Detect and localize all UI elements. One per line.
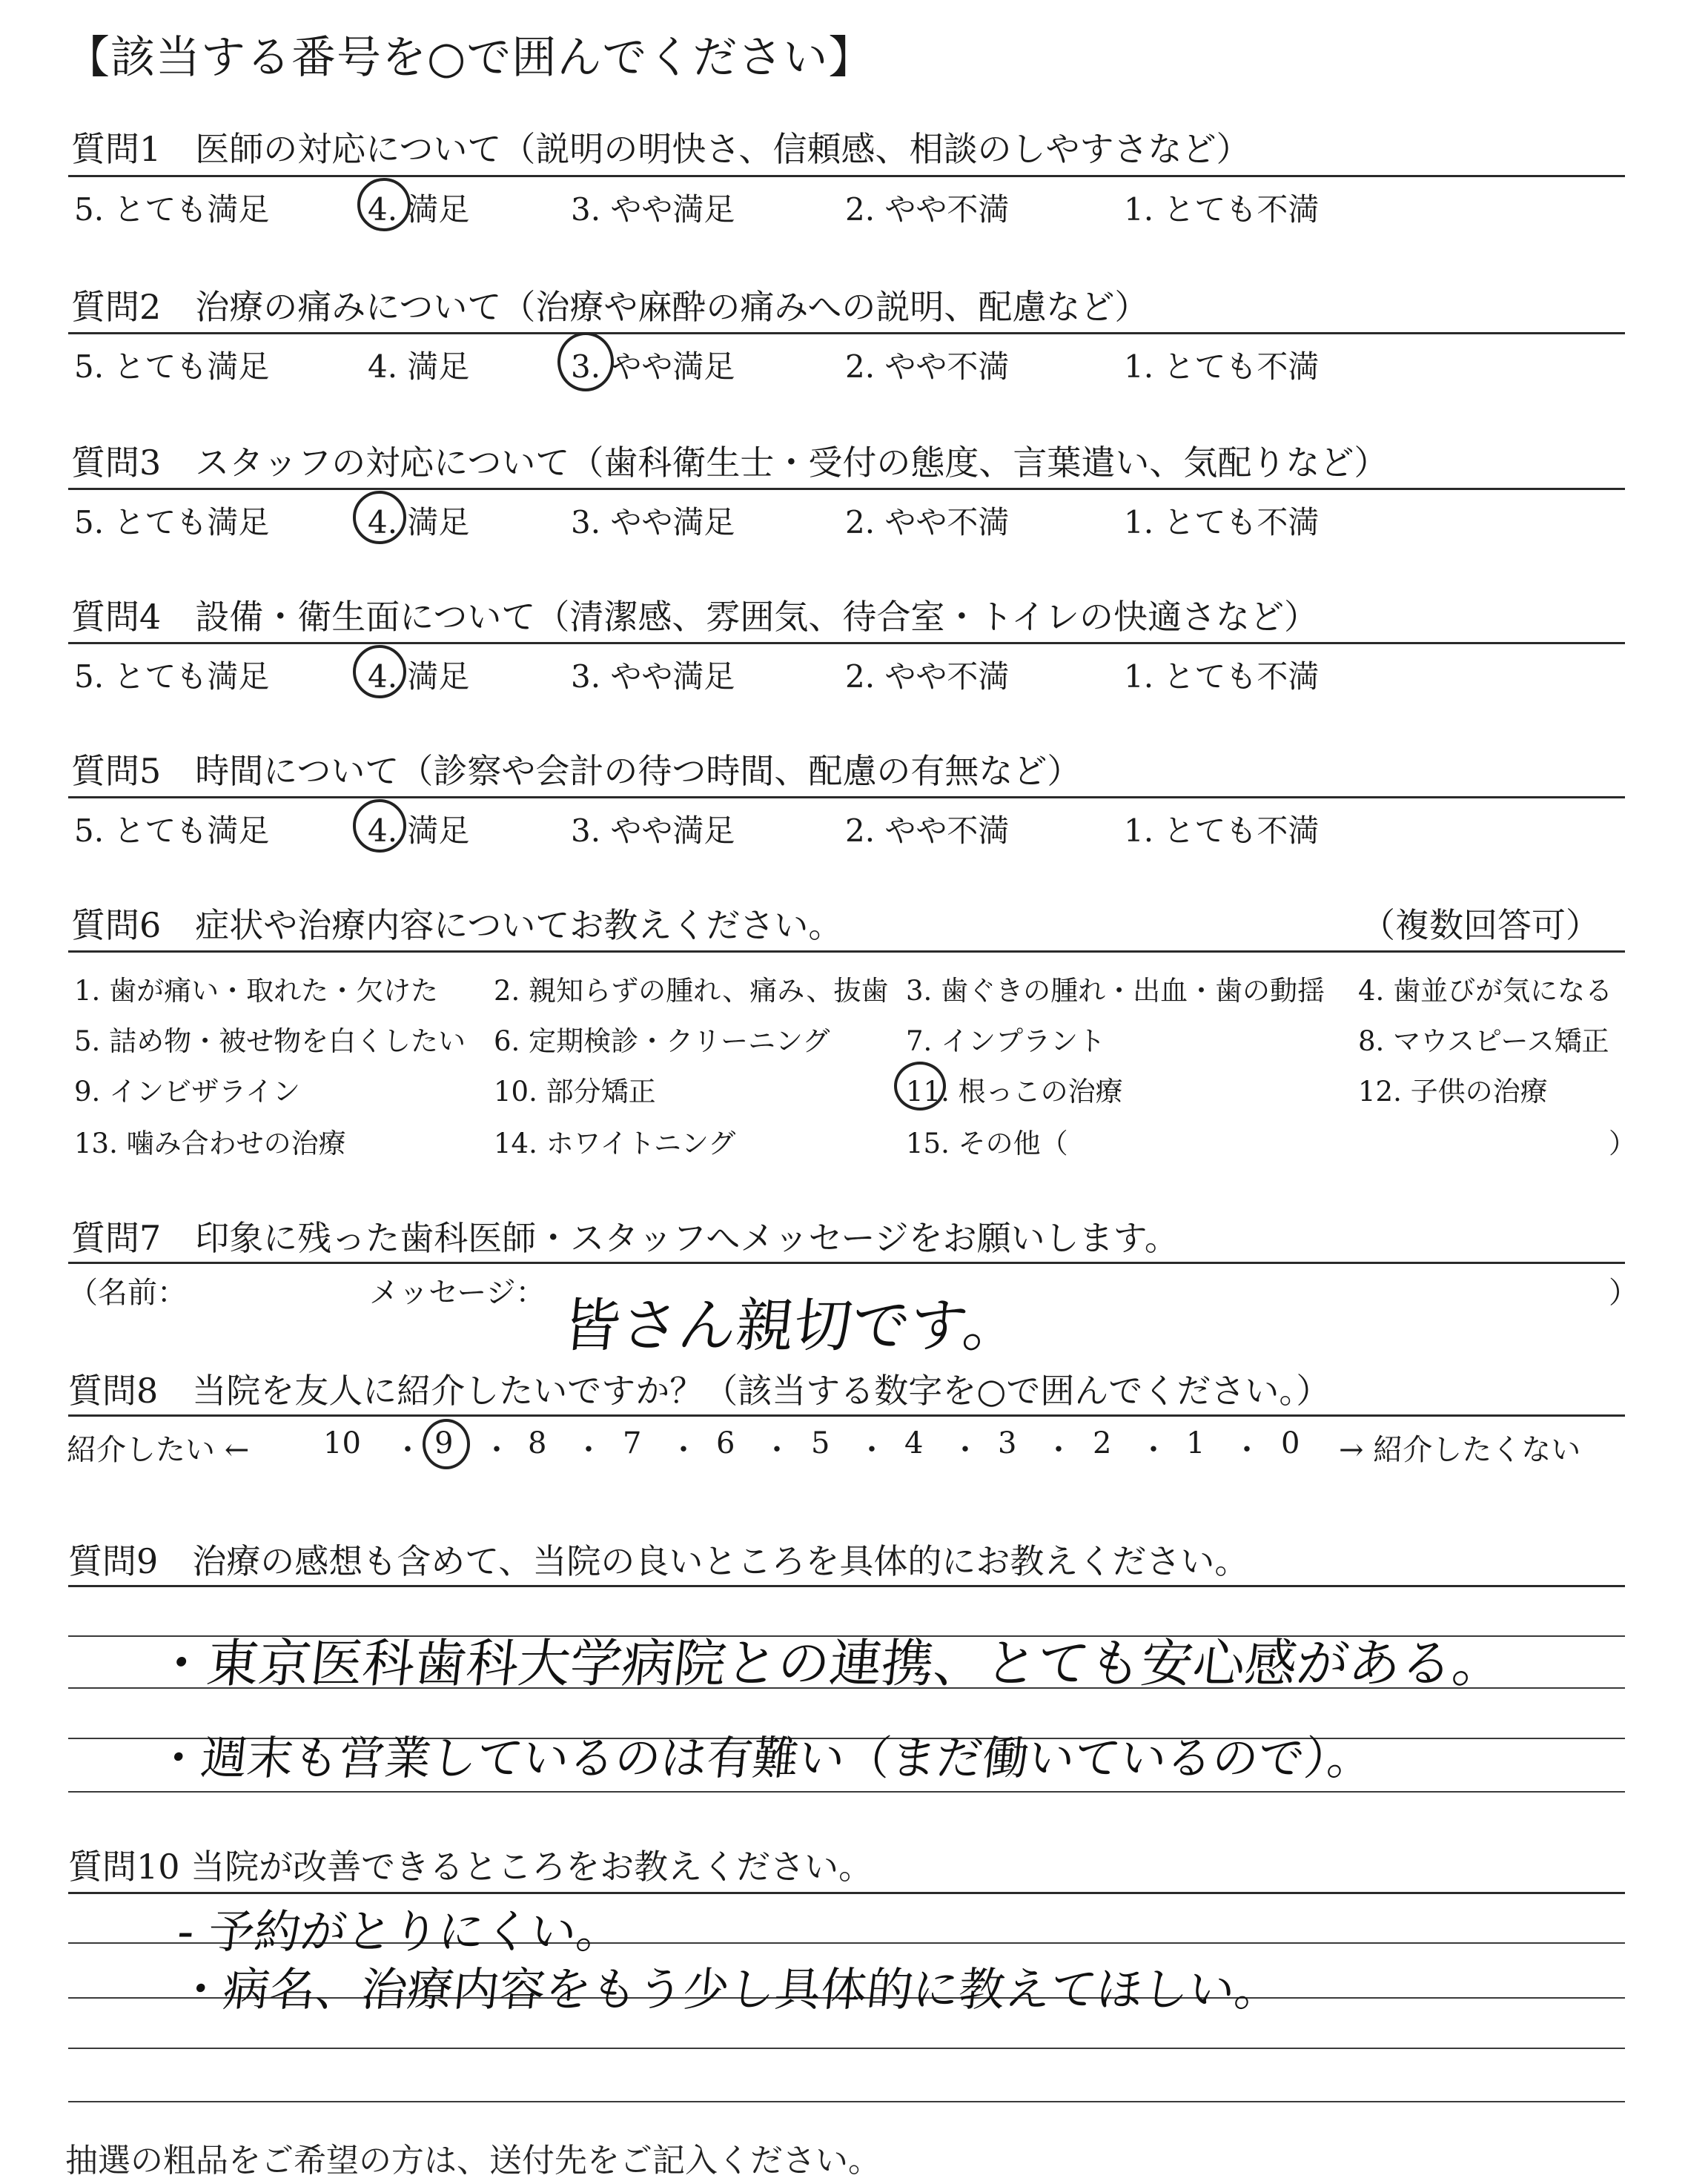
q5-option-4[interactable]: 4. 満足 [368,813,470,849]
q8-dot: ・ [857,1433,887,1467]
q3-option-4[interactable]: 4. 満足 [368,504,470,540]
q9-answer-line [68,1791,1625,1793]
q8-selection-circle [423,1419,470,1469]
q9-answer-1: ・東京医科歯科大学病院との連携、とても安心感がある。 [152,1633,1508,1694]
q5-option-5[interactable]: 5. とても満足 [74,813,270,849]
q8-dot: ・ [1044,1433,1073,1467]
q6-option-2[interactable]: 2. 親知らずの腫れ、痛み、抜歯 [494,975,889,1007]
form-title: 【該当する番号を○で囲んでください】 [65,32,874,84]
q6-option-15[interactable]: 15. その他（ [906,1128,1068,1159]
q8-scale-2[interactable]: 2 [1093,1426,1112,1460]
q10-answer-2: ・病名、治療内容をもう少し具体的に教えてほしい。 [174,1962,1284,2016]
q6-option-6[interactable]: 6. 定期検診・クリーニング [494,1025,830,1057]
q4-selection-circle [353,645,406,698]
q6-option-7[interactable]: 7. インプラント [906,1025,1106,1057]
q6-option-1[interactable]: 1. 歯が痛い・取れた・欠けた [74,975,439,1007]
question-5-heading: 質問5 時間について（診察や会計の待つ時間、配慮の有無など） [71,751,1082,791]
q2-selection-circle [557,332,614,391]
q6-option-13[interactable]: 13. 噛み合わせの治療 [74,1128,346,1159]
q7-message-label: メッセージ： [369,1276,546,1310]
q6-option-15-close-paren: ） [1609,1128,1636,1159]
q6-option-14[interactable]: 14. ホワイトニング [494,1128,736,1159]
question-3-rule [68,488,1625,490]
q10-answer-1: - 予約がとりにくい。 [174,1904,626,1959]
q8-scale-8[interactable]: 8 [528,1426,547,1460]
q8-scale-4[interactable]: 4 [904,1426,924,1460]
q10-answer-line [68,2048,1625,2049]
q6-option-8[interactable]: 8. マウスピース矯正 [1358,1025,1609,1057]
footer-instruction: 抽選の粗品をご希望の方は、送付先をご記入ください。 [65,2142,881,2180]
q1-selection-circle [357,178,411,231]
q8-scale-1[interactable]: 1 [1186,1426,1205,1460]
q3-selection-circle [353,491,406,544]
question-6-rule [68,950,1625,953]
q4-option-3[interactable]: 3. やや満足 [571,658,735,695]
q8-scale-10[interactable]: 10 [323,1426,361,1460]
question-10-rule [68,1892,1625,1894]
q3-option-1[interactable]: 1. とても不満 [1124,504,1320,540]
q2-option-3[interactable]: 3. やや満足 [571,348,735,385]
q2-option-5[interactable]: 5. とても満足 [74,348,270,385]
q2-option-1[interactable]: 1. とても不満 [1124,348,1320,385]
q8-dot: ・ [1139,1433,1168,1467]
q7-name-label: （名前： [68,1276,187,1310]
q8-scale-3[interactable]: 3 [998,1426,1017,1460]
q5-selection-circle [353,799,406,853]
q6-option-4[interactable]: 4. 歯並びが気になる [1358,975,1613,1007]
q2-option-2[interactable]: 2. やや不満 [845,348,1010,385]
q1-option-2[interactable]: 2. やや不満 [845,191,1010,228]
q8-dot: ・ [762,1433,792,1467]
q1-option-4[interactable]: 4. 満足 [368,191,470,228]
question-7-heading: 質問7 印象に残った歯科医師・スタッフへメッセージをお願いします。 [71,1218,1179,1258]
question-7-rule [68,1262,1625,1264]
question-1-heading: 質問1 医師の対応について（説明の明快さ、信頼感、相談のしやすさなど） [71,129,1251,169]
q8-dot: ・ [482,1433,512,1467]
q1-option-3[interactable]: 3. やや満足 [571,191,735,228]
question-4-heading: 質問4 設備・衛生面について（清潔感、雰囲気、待合室・トイレの快適さなど） [71,597,1319,637]
question-6-note: （複数回答可） [1361,905,1600,945]
q4-option-2[interactable]: 2. やや不満 [845,658,1010,695]
q6-option-9[interactable]: 9. インビザライン [74,1076,300,1108]
q5-option-3[interactable]: 3. やや満足 [571,813,735,849]
question-9-heading: 質問9 治療の感想も含めて、当院の良いところを具体的にお教えください。 [68,1541,1249,1581]
q1-option-5[interactable]: 5. とても満足 [74,191,270,228]
question-8-heading: 質問8 当院を友人に紹介したいですか？（該当する数字を○で囲んでください。） [68,1371,1331,1411]
q4-option-1[interactable]: 1. とても不満 [1124,658,1320,695]
q10-answer-line [68,2101,1625,2102]
q8-dot: ・ [1232,1433,1262,1467]
question-2-heading: 質問2 治療の痛みについて（治療や麻酔の痛みへの説明、配慮など） [71,287,1149,327]
question-5-rule [68,796,1625,798]
q8-scale-9[interactable]: 9 [434,1426,454,1460]
question-9-rule [68,1585,1625,1587]
q8-scale-6[interactable]: 6 [716,1426,735,1460]
question-1-rule [68,175,1625,177]
q1-option-1[interactable]: 1. とても不満 [1124,191,1320,228]
q8-scale-0[interactable]: 0 [1281,1426,1300,1460]
q8-dot: ・ [393,1433,423,1467]
question-3-heading: 質問3 スタッフの対応について（歯科衛生士・受付の態度、言葉遣い、気配りなど） [71,443,1388,483]
q3-option-3[interactable]: 3. やや満足 [571,504,735,540]
q8-dot: ・ [950,1433,980,1467]
q2-option-4[interactable]: 4. 満足 [368,348,470,385]
question-4-rule [68,642,1625,644]
question-10-heading: 質問10 当院が改善できるところをお教えください。 [68,1847,873,1887]
q6-selection-circle [894,1062,946,1111]
q7-close-paren: ） [1609,1276,1638,1310]
q8-scale-5[interactable]: 5 [811,1426,830,1460]
q8-scale-7[interactable]: 7 [623,1426,642,1460]
q8-left-label: 紹介したい ← [67,1433,250,1467]
q4-option-4[interactable]: 4. 満足 [368,658,470,695]
q5-option-1[interactable]: 1. とても不満 [1124,813,1320,849]
q9-answer-2: ・週末も営業しているのは有難い（まだ働いているので）。 [152,1731,1377,1785]
q6-option-5[interactable]: 5. 詰め物・被せ物を白くしたい [74,1025,466,1057]
q3-option-2[interactable]: 2. やや不満 [845,504,1010,540]
q6-option-12[interactable]: 12. 子供の治療 [1358,1076,1548,1108]
q6-option-11[interactable]: 11. 根っこの治療 [906,1076,1123,1108]
q5-option-2[interactable]: 2. やや不満 [845,813,1010,849]
q8-dot: ・ [574,1433,603,1467]
q8-dot: ・ [669,1433,698,1467]
q6-option-10[interactable]: 10. 部分矯正 [494,1076,656,1108]
q8-right-label: → 紹介したくない [1339,1433,1581,1467]
question-2-rule [68,332,1625,334]
q7-handwritten-message: 皆さん親切です。 [559,1293,1025,1360]
q6-option-3[interactable]: 3. 歯ぐきの腫れ・出血・歯の動揺 [906,975,1325,1007]
q3-option-5[interactable]: 5. とても満足 [74,504,270,540]
q4-option-5[interactable]: 5. とても満足 [74,658,270,695]
question-8-rule [68,1414,1625,1417]
question-6-heading: 質問6 症状や治療内容についてお教えください。 [71,905,843,945]
